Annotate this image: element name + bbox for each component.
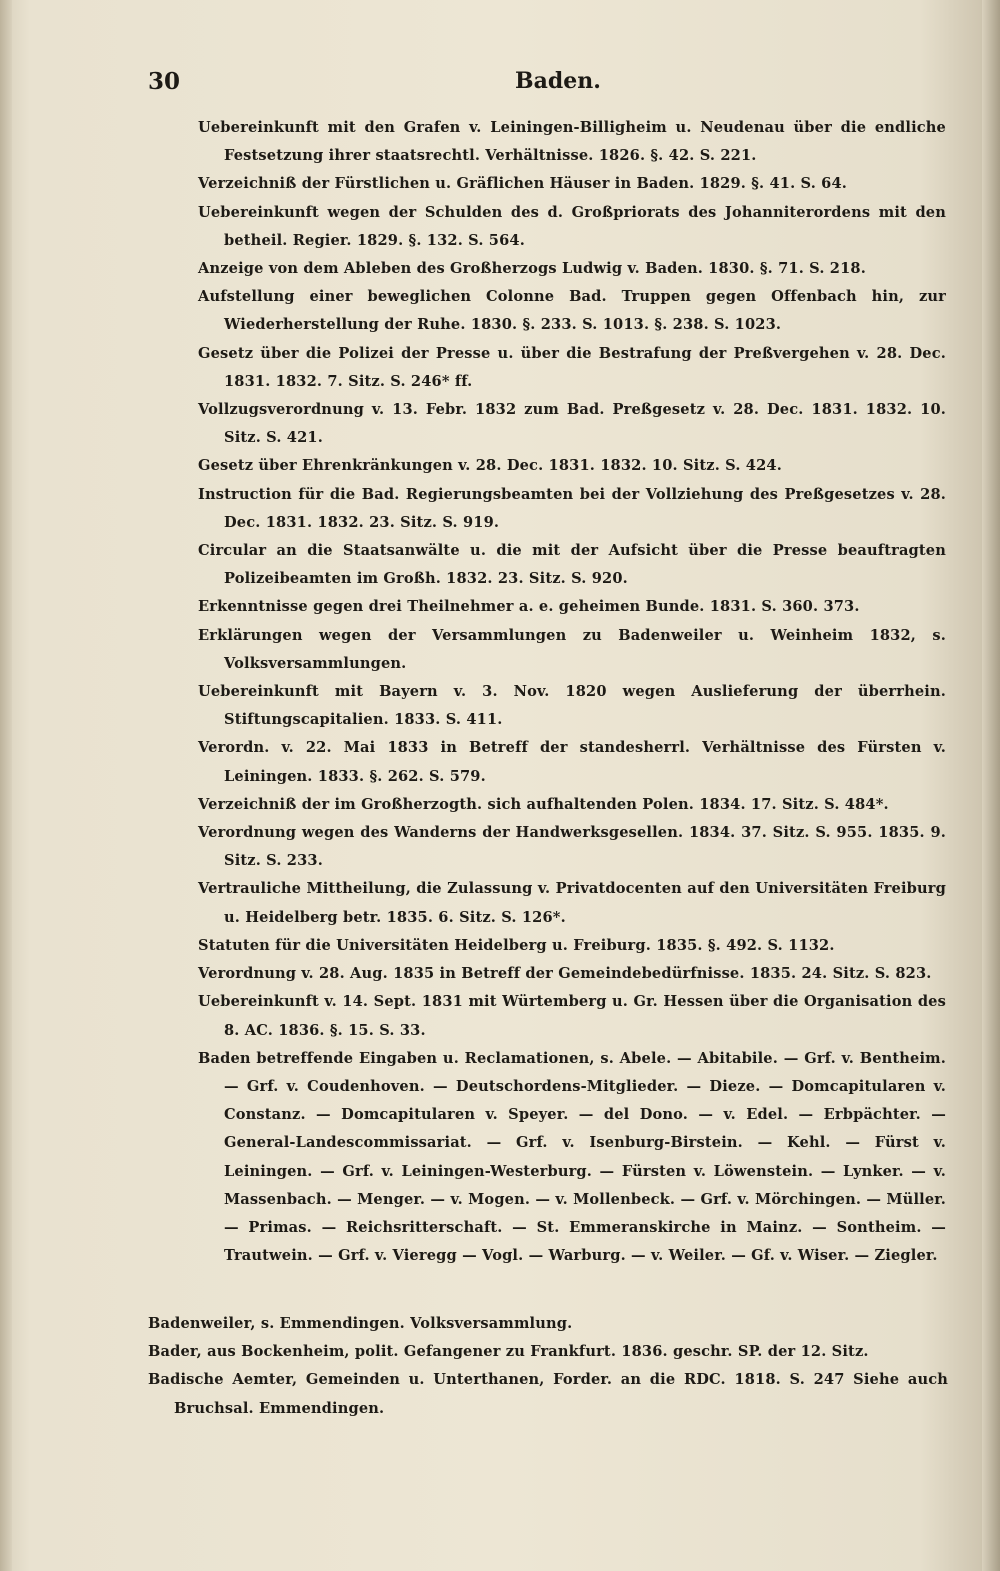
trailing-index-entries: [148, 1310, 948, 1423]
index-entry: Gesetz über Ehrenkränkungen v. 28. Dec. 1831. 1832. 10. Sitz. S. 424.: [198, 457, 782, 475]
page-header: [148, 68, 948, 102]
index-entry: Verzeichniß der im Großherzogth. sich aufhaltenden Polen. 1834. 17. Sitz. S. 484*.: [198, 795, 889, 813]
index-entry: Verzeichniß der Fürstlichen u. Gräflichen Häuser in Baden. 1829. §. 41. S. 64.: [198, 175, 848, 193]
index-entry: Gesetz über die Polizei der Presse u. über die Bestrafung der Preßvergehen v. 28. Dec. 1831. 1832. 7. Sitz. S. 246* ff.: [198, 344, 946, 390]
index-entry: Vertrauliche Mittheilung, die Zulassung v. Privatdocenten auf den Universitäten Freiburg u. Heidelberg betr. 1835. 6. Sitz. S. 126*.: [198, 880, 946, 926]
index-entry: Erklärungen wegen der Versammlungen zu Badenweiler u. Weinheim 1832, s. Volksversammlungen.: [198, 626, 946, 672]
index-entry: Uebereinkunft wegen der Schulden des d. Großpriorats des Johanniterordens mit den betheil. Regier. 1829. §. 132. S. 564.: [198, 203, 946, 249]
index-entry: Erkenntnisse gegen drei Theilnehmer a. e. geheimen Bunde. 1831. S. 360. 373.: [198, 598, 860, 616]
index-entries: [198, 114, 946, 1270]
page-right-edge: [982, 0, 1000, 1571]
running-head: Baden.: [515, 68, 601, 94]
index-entry: Verordnung wegen des Wanderns der Handwerksgesellen. 1834. 37. Sitz. S. 955. 1835. 9. Sitz. S. 233.: [198, 824, 946, 870]
index-entry: Statuten für die Universitäten Heidelberg u. Freiburg. 1835. §. 492. S. 1132.: [198, 936, 835, 954]
index-entry: Badenweiler, s. Emmendingen. Volksversammlung.: [148, 1315, 573, 1332]
index-entry: Circular an die Staatsanwälte u. die mit der Aufsicht über die Presse beauftragten Polizeibeamten im Großh. 1832. 23. Sitz. S. 920.: [198, 542, 946, 588]
page-left-edge: [0, 0, 12, 1571]
index-entry: Baden betreffende Eingaben u. Reclamationen, s. Abele. — Abitabile. — Grf. v. Bentheim. — Grf. v. Coudenhoven. — Deutschordens-Mitglieder. — Dieze. — Domcapitularen v. Constanz. — Domcapitularen v. Speyer. — del Dono. — v. Edel. — Erbpächter. — General-Landescommissariat. — Grf. v. Isenburg-Birstein. — Kehl. — Fürst v. Leiningen. — Grf. v. Leiningen-Westerburg. — Fürsten v. Löwenstein. — Lynker. — v. Massenbach. — Menger. — v. Mogen. — v. Mollenbeck. — Grf. v. Mörchingen. — Müller. — Primas. — Reichsritterschaft. — St. Emmeranskirche in Mainz. — Sontheim. — Trautwein. — Grf. v. Vieregg — Vogl. — Warburg. — v. Weiler. — Gf. v. Wiser. — Ziegler.: [198, 1049, 946, 1265]
index-entry: Vollzugsverordnung v. 13. Febr. 1832 zum Bad. Preßgesetz v. 28. Dec. 1831. 1832. 10. Sitz. S. 421.: [198, 401, 946, 447]
index-entry: Bader, aus Bockenheim, polit. Gefangener zu Frankfurt. 1836. geschr. SP. der 12. Sitz.: [148, 1343, 869, 1361]
index-entry: Badische Aemter, Gemeinden u. Unterthanen, Forder. an die RDC. 1818. S. 247 Siehe auch Bruchsal. Emmendingen.: [148, 1371, 948, 1417]
index-entry: Verordn. v. 22. Mai 1833 in Betreff der standesherrl. Verhältnisse des Fürsten v. Leiningen. 1833. §. 262. S. 579.: [198, 739, 946, 785]
index-entry: Uebereinkunft v. 14. Sept. 1831 mit Würtemberg u. Gr. Hessen über die Organisation des 8. AC. 1836. §. 15. S. 33.: [198, 993, 946, 1039]
page-number: 30: [148, 68, 181, 95]
index-entry: Anzeige von dem Ableben des Großherzogs Ludwig v. Baden. 1830. §. 71. S. 218.: [198, 260, 866, 278]
index-entry: Uebereinkunft mit den Grafen v. Leiningen-Billigheim u. Neudenau über die endliche Festsetzung ihrer staatsrechtl. Verhältnisse. 1826. §. 42. S. 221.: [198, 119, 946, 165]
index-entry: Uebereinkunft mit Bayern v. 3. Nov. 1820 wegen Auslieferung der überrhein. Stiftungscapitalien. 1833. S. 411.: [198, 683, 946, 729]
index-entry: Verordnung v. 28. Aug. 1835 in Betreff der Gemeindebedürfnisse. 1835. 24. Sitz. S. 823.: [198, 965, 932, 983]
index-entry: Instruction für die Bad. Regierungsbeamten bei der Vollziehung des Preßgesetzes v. 28. Dec. 1831. 1832. 23. Sitz. S. 919.: [198, 485, 946, 531]
index-entry: Aufstellung einer beweglichen Colonne Bad. Truppen gegen Offenbach hin, zur Wiederherstellung der Ruhe. 1830. §. 233. S. 1013. §. 238. S. 1023.: [198, 288, 946, 334]
